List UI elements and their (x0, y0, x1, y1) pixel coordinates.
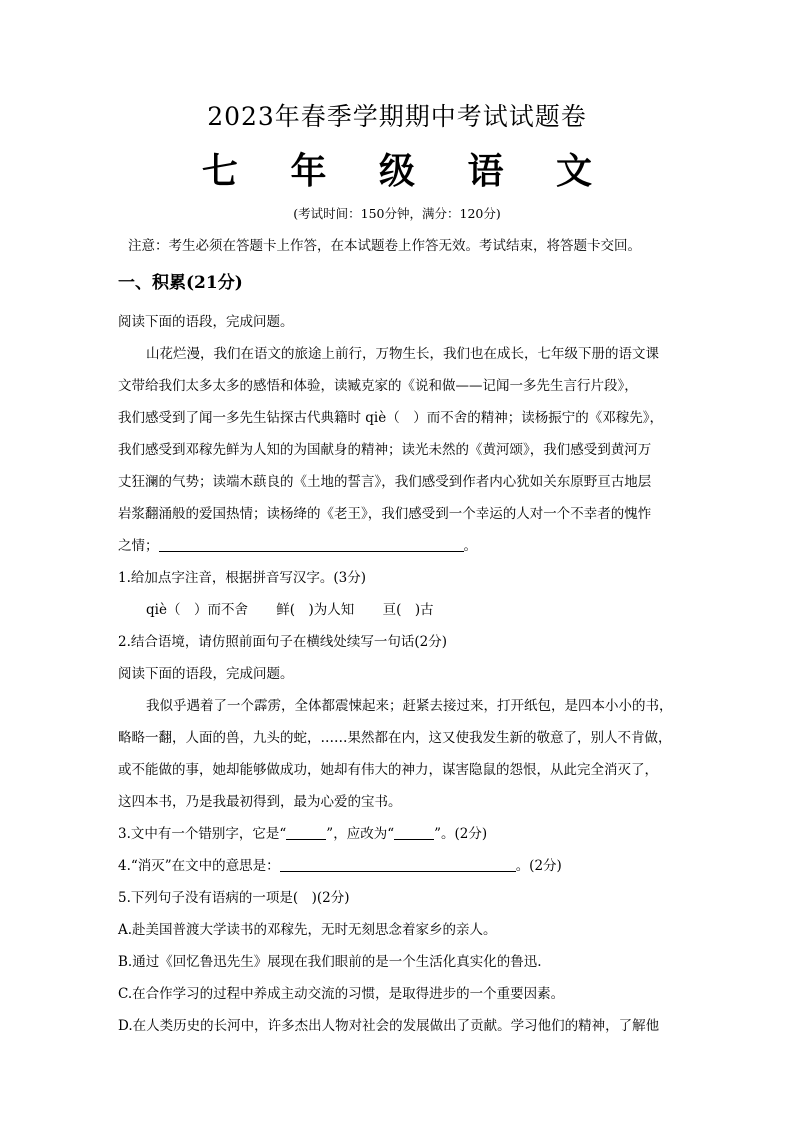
answer-blank[interactable] (280, 857, 516, 872)
passage-line: 或不能做的事，她却能够做成功，她却有伟大的神力，谋害隐鼠的怨恨，从此完全消灭了， (118, 762, 658, 778)
question-1: 1.给加点字注音，根据拼音写汉字。(3分) (118, 570, 367, 586)
option-c: C.在合作学习的过程中养成主动交流的习惯，是取得进步的一个重要因素。 (118, 986, 565, 1002)
question-5: 5.下列句子没有语病的一项是( )(2分) (118, 890, 350, 906)
passage-line: 山花烂漫，我们在语文的旅途上前行，万物生长，我们也在成长，七年级下册的语文课 (146, 346, 659, 362)
q3-text-a: 3.文中有一个错别字，它是“ (118, 826, 287, 842)
passage-line: 我们感受到了闻一多先生钻探古代典籍时 qiè（ ）而不舍的精神；读杨振宁的《邓稼先》， (118, 410, 663, 426)
question-3 (118, 824, 487, 844)
subject-title: 七 年 级 语 文 (201, 150, 613, 192)
option-a: A.赴美国普渡大学读书的邓稼先，无时无刻思念着家乡的亲人。 (118, 922, 497, 938)
passage-last-line (118, 536, 477, 556)
reading-intro: 阅读下面的语段，完成问题。 (118, 314, 294, 330)
passage-last-start: 之情； (118, 538, 159, 554)
passage-line: 略略一翻，人面的兽，九头的蛇，……果然都在内，这又使我发生新的敬意了，别人不肯做， (118, 730, 672, 746)
passage-line: 文带给我们太多太多的感悟和体验，读臧克家的《说和做——记闻一多先生言行片段》， (118, 378, 638, 394)
exam-title: 2023年春季学期期中考试试题卷 (207, 102, 587, 131)
q3-text-b: ”，应改为“ (326, 826, 395, 842)
passage-line: 丈狂澜的气势；读端木蕻良的《土地的誓言》，我们感受到作者内心犹如关东原野亘古地层 (118, 474, 652, 490)
passage-line: 岩浆翻涌般的爱国热情；读杨绛的《老王》，我们感受到一个幸运的人对一个不幸者的愧怍 (118, 506, 652, 522)
passage-line: 我似乎遇着了一个霹雳，全体都震悚起来；赶紧去接过来，打开纸包，是四本小小的书， (146, 698, 673, 714)
passage-last-end: 。 (463, 538, 477, 554)
answer-blank[interactable] (159, 537, 464, 552)
section-heading: 一、积累(21分) (118, 273, 243, 293)
passage-line: 我们感受到邓稼先鲜为人知的为国献身的精神；读光未然的《黄河颂》，我们感受到黄河万 (118, 442, 652, 458)
option-d: D.在人类历史的长河中，许多杰出人物对社会的发展做出了贡献。学习他们的精神，了解他 (118, 1018, 660, 1034)
q3-text-c: ”。(2分) (434, 826, 488, 842)
q4-text-b: 。(2分) (515, 858, 562, 874)
notice: 注意：考生必须在答题卡上作答，在本试题卷上作答无效。考试结束，将答题卡交回。 (128, 238, 641, 254)
reading-intro: 阅读下面的语段，完成问题。 (118, 666, 294, 682)
question-4 (118, 856, 562, 876)
answer-blank[interactable] (286, 826, 326, 840)
question-1-items (146, 600, 434, 620)
q4-text-a: 4.“消灭”在文中的意思是： (118, 858, 280, 874)
question-2: 2.结合语境，请仿照前面句子在横线处续写一句话(2分) (118, 634, 448, 650)
answer-blank[interactable] (394, 826, 434, 840)
exam-info: (考试时间：150分钟，满分：120分) (293, 206, 501, 221)
option-b: B.通过《回忆鲁迅先生》展现在我们眼前的是一个生活化真实化的鲁迅. (118, 954, 542, 970)
q1-item: 鲜( )为人知 (276, 602, 355, 618)
q1-item: qiè（ ）而不舍 (146, 602, 248, 618)
q1-item: 亘( )古 (382, 602, 434, 618)
passage-line: 这四本书，乃是我最初得到，最为心爱的宝书。 (118, 794, 402, 810)
